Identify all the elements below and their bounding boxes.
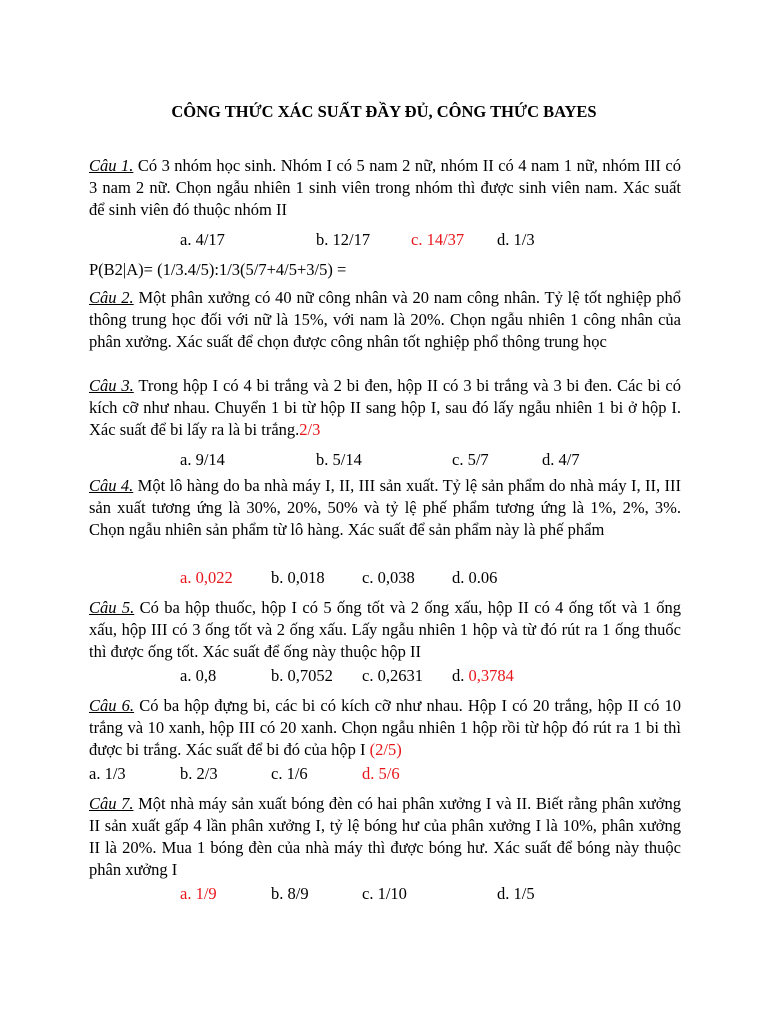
q6-option-b: b. 2/3 [180,764,218,783]
question-1-label: Câu 1. [89,156,134,175]
q6-option-d: d. 5/6 [362,764,400,783]
q5-option-d-value: 0,3784 [468,666,514,685]
question-3-answer: 2/3 [299,420,321,439]
q5-option-d [452,665,514,687]
question-6-label: Câu 6. [89,696,135,715]
q5-option-c: c. 0,2631 [362,666,423,685]
question-6-options [0,763,600,785]
question-6-answer: (2/5) [369,740,402,759]
question-7-text: Một nhà máy sản xuất bóng đèn có hai phân xưởng I và II. Biết rằng phân xưởng II sản xuất gấp 4 lần phân xưởng I, tỷ lệ bóng hư của phân xưởng I là 10%, phân xưởng II là 20%. Mua 1 bóng đèn của nhà máy thì được bóng hư. Xác suất để bóng này thuộc phân xưởng I [89,794,681,879]
question-3-text: Trong hộp I có 4 bi trắng và 2 bi đen, hộp II có 3 bi trắng và 3 bi đen. Các bi có kích cỡ như nhau. Chuyển 1 bi từ hộp II sang hộp I, sau đó lấy ngẫu nhiên 1 bi ở hộp I. Xác suất để bi lấy ra là bi trắng. [89,376,681,439]
question-4-text: Một lô hàng do ba nhà máy I, II, III sản xuất. Tỷ lệ sản phẩm do nhà máy I, II, III sản xuất tương ứng là 30%, 20%, 50% và tỷ lệ phế phẩm tương ứng là 1%, 2%, 3%. Chọn ngẫu nhiên sản phẩm từ lô hàng. Xác suất để sản phẩm này là phế phẩm [89,476,681,539]
question-2-text: Một phân xưởng có 40 nữ công nhân và 20 nam công nhân. Tỷ lệ tốt nghiệp phổ thông trung học đối với nữ là 15%, với nam là 20%. Chọn ngẫu nhiên 1 công nhân của phân xưởng. Xác suất để chọn được công nhân tốt nghiệp phổ thông trung học [89,288,681,351]
q7-option-b: b. 8/9 [271,884,309,903]
q7-option-c: c. 1/10 [362,884,407,903]
q5-option-b: b. 0,7052 [271,666,333,685]
question-3 [89,375,681,441]
q5-option-a: a. 0,8 [180,666,217,685]
q3-option-d: d. 4/7 [542,450,580,469]
q3-option-a: a. 9/14 [180,450,225,469]
q1-option-b: b. 12/17 [316,230,371,249]
question-4-options [0,567,600,589]
question-1-options [0,229,600,251]
q4-option-c: c. 0,038 [362,568,415,587]
question-4 [89,475,681,541]
question-2-label: Câu 2. [89,288,134,307]
q3-option-b: b. 5/14 [316,450,362,469]
question-5-text: Có ba hộp thuốc, hộp I có 5 ống tốt và 2 ống xấu, hộp II có 4 ống tốt và 1 ống xấu, hộp III có 3 ống tốt và 2 ống xấu. Lấy ngẫu nhiên 1 hộp và từ đó rút ra 1 ống thuốc thì được ống tốt. Xác suất để ống này thuộc hộp II [89,598,681,661]
question-6 [89,695,681,761]
q7-option-a: a. 1/9 [180,884,217,903]
q6-option-a: a. 1/3 [89,764,126,783]
q1-option-a: a. 4/17 [180,230,225,249]
q1-option-c: c. 14/37 [411,230,465,249]
question-4-label: Câu 4. [89,476,134,495]
question-5-label: Câu 5. [89,598,135,617]
q4-option-b: b. 0,018 [271,568,325,587]
question-7-label: Câu 7. [89,794,134,813]
q4-option-a: a. 0,022 [180,568,233,587]
question-3-options [0,449,600,471]
question-2 [89,287,681,353]
question-5-options [0,665,600,687]
q5-option-d-prefix: d. [452,666,469,685]
q1-option-d: d. 1/3 [497,230,535,249]
q7-option-d: d. 1/5 [497,884,535,903]
q3-option-c: c. 5/7 [452,450,489,469]
page-title: CÔNG THỨC XÁC SUẤT ĐẦY ĐỦ, CÔNG THỨC BAYES [171,102,597,121]
question-1-text: Có 3 nhóm học sinh. Nhóm I có 5 nam 2 nữ, nhóm II có 4 nam 1 nữ, nhóm III có 3 nam 2 nữ. Chọn ngẫu nhiên 1 sinh viên trong nhóm thì được sinh viên nam. Xác suất để sinh viên đó thuộc nhóm II [89,156,681,219]
formula-line: P(B2|A)= (1/3.4/5):1/3(5/7+4/5+3/5) = [89,260,347,279]
question-7 [89,793,681,881]
q4-option-d: d. 0.06 [452,568,498,587]
question-1 [89,155,681,221]
q6-option-c: c. 1/6 [271,764,308,783]
question-3-label: Câu 3. [89,376,134,395]
question-6-text: Có ba hộp đựng bi, các bi có kích cỡ như nhau. Hộp I có 20 trắng, hộp II có 10 trắng và 10 xanh, hộp III có 20 xanh. Chọn ngẫu nhiên 1 hộp rồi từ hộp đó rút ra 1 bi thì được bi trắng. Xác suất để bi đó của hộp I [89,696,681,759]
question-5 [89,597,681,663]
question-7-options [0,883,600,905]
